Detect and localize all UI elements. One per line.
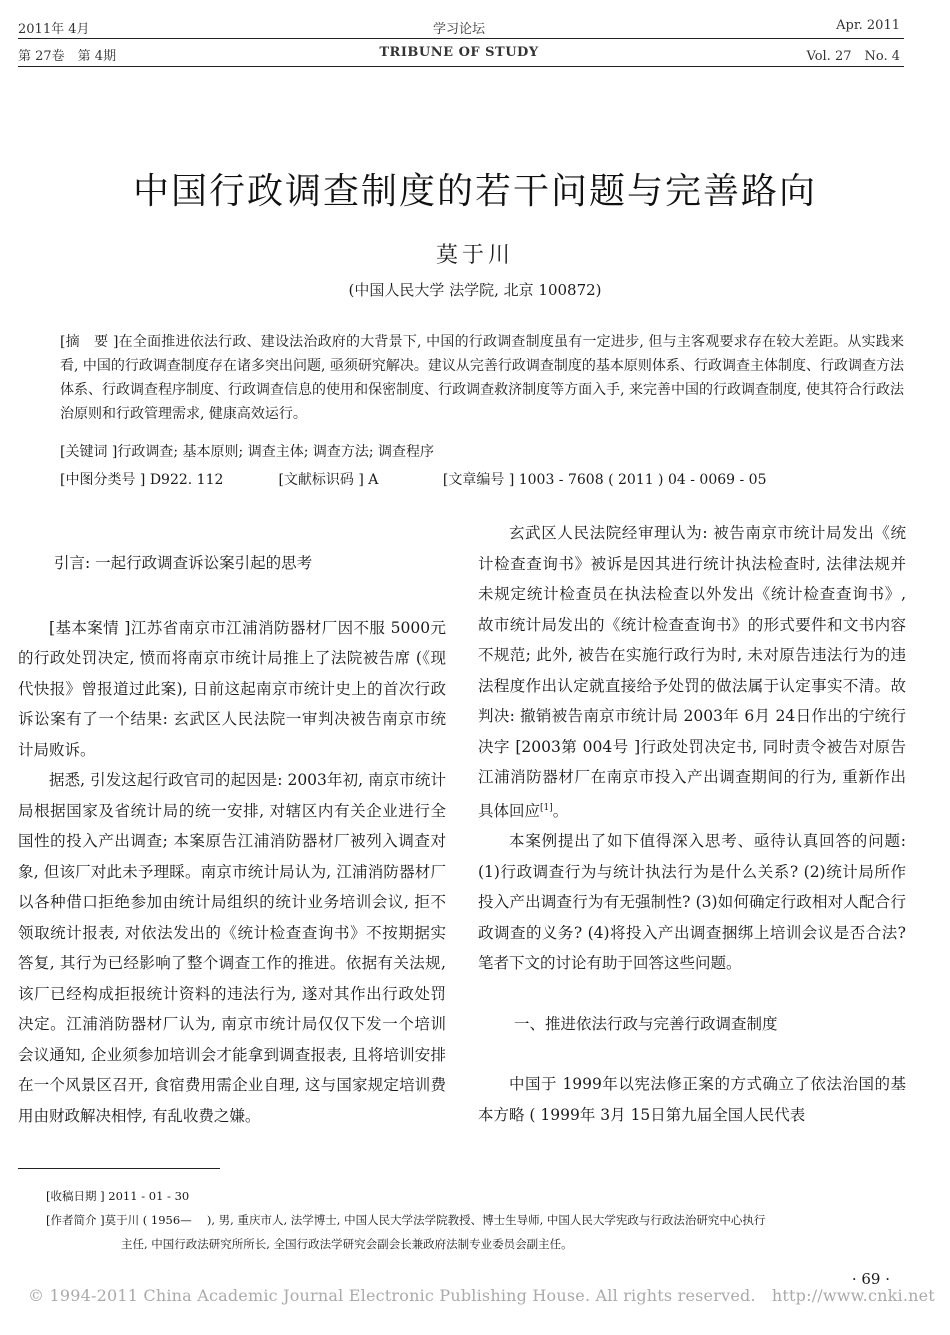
volume-en: Vol. 27 No. 4	[806, 49, 900, 64]
paragraph-court-ruling	[478, 518, 906, 826]
abstract-label: [摘 要 ]	[60, 334, 119, 350]
paragraph-case-summary: [基本案情 ]江苏省南京市江浦消防器材厂因不服 5000元的行政处罚决定, 愤而将南京市统计局推上了法院被告席 (《现代快报》曾报道过此案), 日前这起南京市统计史上的首次行政诉讼案有了一个结果: 玄武区人民法院一审判决被告南京市统计局败诉。	[18, 618, 446, 759]
author-name: 莫于川	[435, 243, 514, 268]
intro-heading: 引言: 一起行政调查诉讼案引起的思考	[54, 554, 313, 572]
left-column	[18, 518, 446, 1131]
page-number: · 69 ·	[851, 1270, 890, 1288]
footnotes	[18, 1184, 904, 1256]
footnote-divider	[18, 1168, 220, 1169]
abstract-text: 在全面推进依法行政、建设法治政府的大背景下, 中国的行政调查制度虽有一定进步, 但与主客观要求存在较大差距。从实践来看, 中国的行政调查制度存在诸多突出问题, 亟须研究解决。建议从完善行政调查制度的基本原则体系、行政调查主体制度、行政调查方法体系、行政调查程序制度、行政调查信息的使用和保密制度、行政调查救济制度等方面入手, 来完善中国的行政调查制度, 使其符合行政法治原则和行政管理需求, 健康高效运行。	[60, 334, 904, 422]
ruling-text: 玄武区人民法院经审理认为: 被告南京市统计局发出《统计检查查询书》被诉是因其进行统计执法检查时, 法律法规并未规定统计检查员在执法检查以外发出《统计检查查询书》, 故市统计局发出的《统计检查查询书》的形式要件和文书内容不规范; 此外, 被告在实施行政行为时, 未对原告违法行为的违法程度作出认定就直接给予处罚的做法属于认定事实不清。故判决: 撤销被告南京市统计局 2003年 6月 24日作出的宁统行决字 [2003第 004号 ]行政处罚决定书, 同时责令被告对原告江浦消防器材厂在南京市投入产出调查期间的行为, 重新作出具体回应	[478, 524, 906, 820]
volume-cn: 第 27卷 第 4期	[18, 49, 117, 64]
document-code: [文献标识码 ] A	[278, 472, 379, 488]
keywords-label: [关键词 ]	[60, 444, 118, 460]
paragraph-questions: 本案例提出了如下值得深入思考、亟待认真回答的问题: (1)行政调查行为与统计执法行为是什么关系? (2)统计局所作投入产出调查行为有无强制性? (3)如何确定行政相对人配合行政调查的义务? (4)将投入产出调查捆绑上培训会议是否合法? 笔者下文的讨论有助于回答这些问题。	[478, 832, 906, 973]
header-divider-top	[18, 38, 904, 39]
reference-marker: [1]	[540, 802, 553, 813]
section-heading-1: 一、推进依法行政与完善行政调查制度	[514, 1014, 778, 1033]
header-divider-bottom	[18, 66, 904, 67]
abstract	[18, 330, 904, 426]
keywords-text: 行政调查; 基本原则; 调查主体; 调查方法; 调查程序	[117, 444, 435, 460]
article-title: 中国行政调查制度的若干问题与完善路向	[132, 171, 817, 212]
article-number: [文章编号 ] 1003 - 7608 ( 2011 ) 04 - 0069 - 05	[442, 472, 767, 488]
received-date: [收稿日期 ] 2011 - 01 - 30	[46, 1189, 190, 1203]
journal-name-cn: 学习论坛	[432, 22, 485, 37]
author-affiliation: (中国人民大学 法学院, 北京 100872)	[348, 281, 602, 299]
paragraph-case-background: 据悉, 引发这起行政官司的起因是: 2003年初, 南京市统计局根据国家及省统计局的统一安排, 对辖区内有关企业进行全国性的投入产出调查; 本案原告江浦消防器材厂被列入调查对象, 但该厂对此未予理睬。南京市统计局认为, 江浦消防器材厂以各种借口拒绝参加由统计局组织的统计业务培训会议, 拒不领取统计报表, 对依法发出的《统计检查查询书》不按期据实答复, 其行为已经影响了整个调查工作的推进。依据有关法规, 该厂已经构成拒报统计资料的违法行为, 遂对其作出行政处罚决定。江浦消防器材厂认为, 南京市统计局仅仅下发一个培训会议通知, 企业须参加培训会才能拿到调查报表, 且将培训安排在一个风景区召开, 食宿费用需企业自理, 这与国家规定培训费用由财政解决相悖, 有乱收费之嫌。	[18, 771, 446, 1125]
classification-line	[60, 469, 767, 489]
copyright-watermark: © 1994-2011 China Academic Journal Electronic Publishing House. All rights reserved. http://www.cnki.net	[28, 1286, 935, 1305]
issue-date-cn: 2011年 4月	[18, 22, 90, 37]
journal-name-en: TRIBUNE OF STUDY	[379, 45, 539, 60]
author-bio-continued: 主任, 中国行政法研究所所长, 全国行政法学研究会副会长兼政府法制专业委员会副主任。	[121, 1237, 573, 1251]
author-bio: [作者简介 ]莫于川 ( 1956— ), 男, 重庆市人, 法学博士, 中国人民大学法学院教授、博士生导师, 中国人民大学宪政与行政法治研究中心执行	[46, 1213, 766, 1227]
ruling-end: 。	[552, 801, 569, 820]
right-column	[478, 518, 906, 1130]
clc-number: [中图分类号 ] D922. 112	[60, 472, 224, 488]
issue-date-en: Apr. 2011	[836, 18, 900, 33]
paragraph-rule-of-law: 中国于 1999年以宪法修正案的方式确立了依法治国的基本方略 ( 1999年 3月 15日第九届全国人民代表	[478, 1075, 906, 1124]
keywords	[60, 441, 434, 461]
